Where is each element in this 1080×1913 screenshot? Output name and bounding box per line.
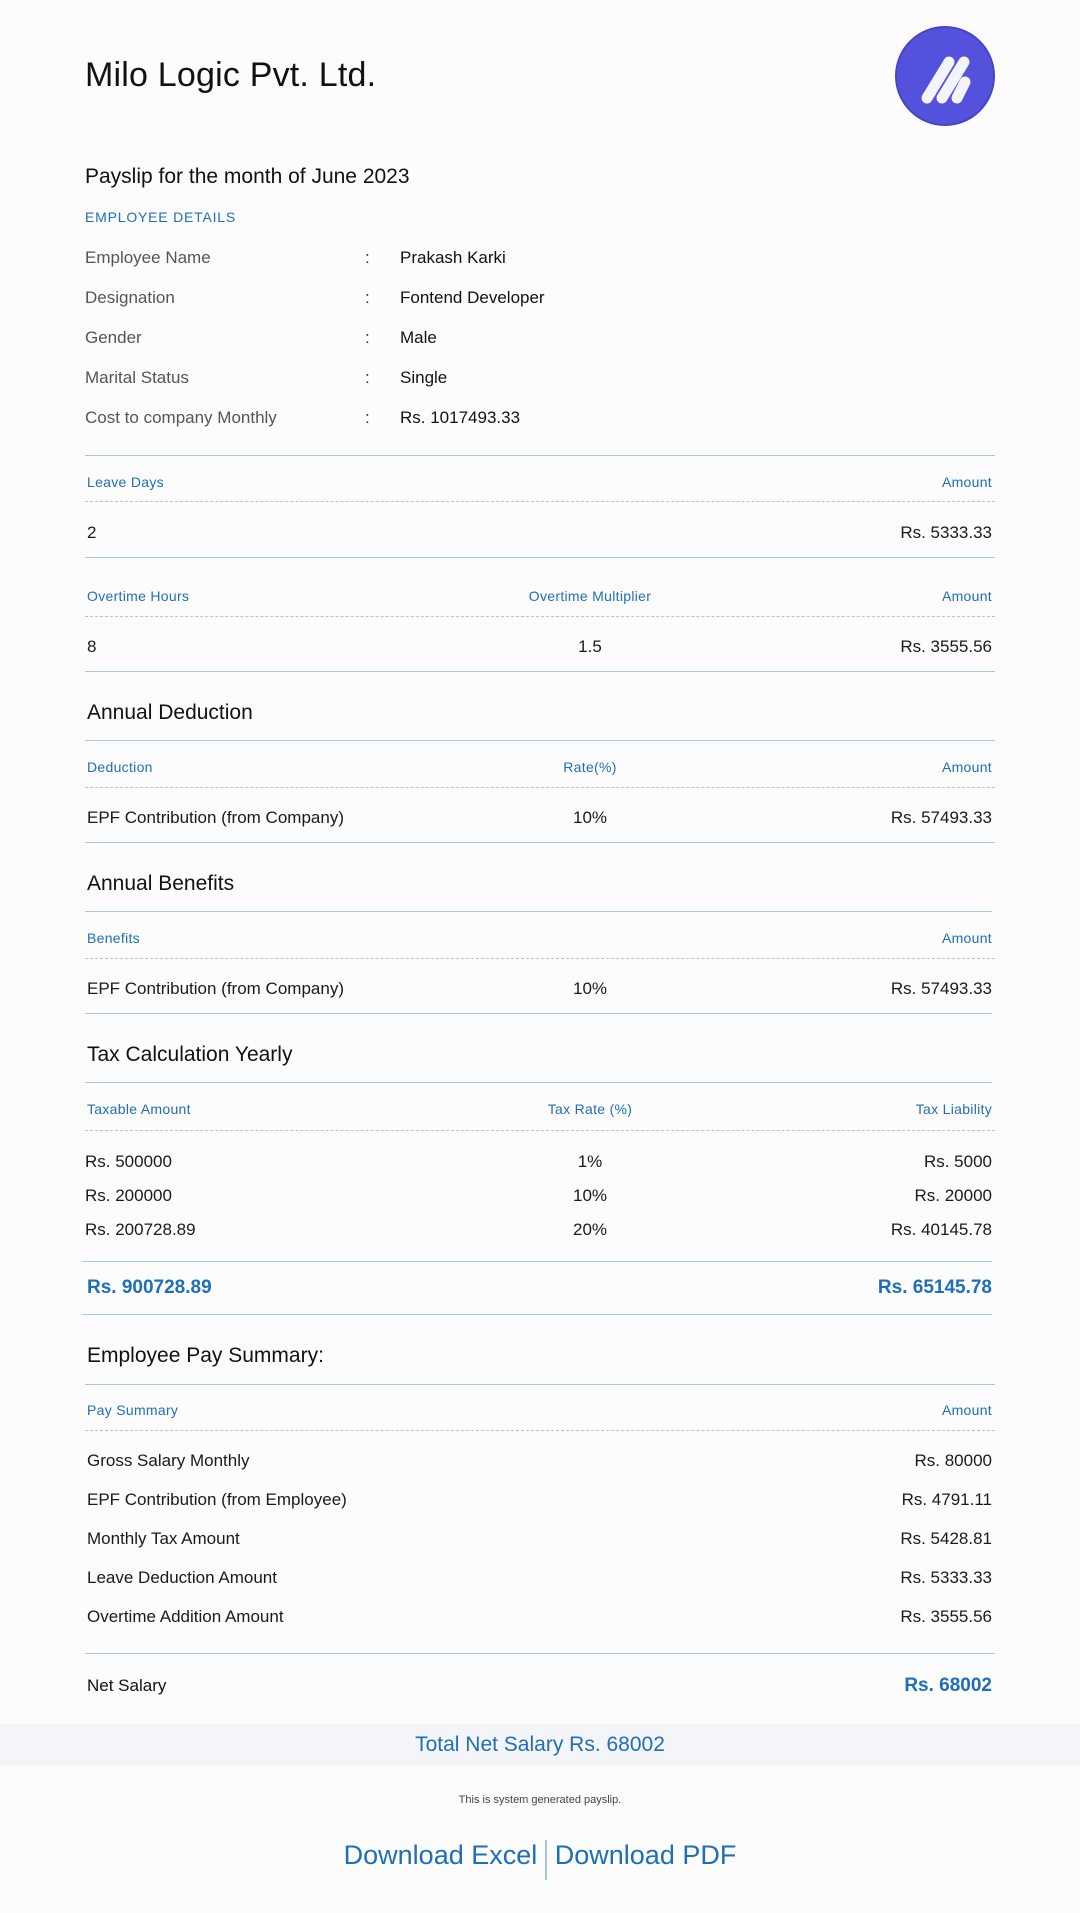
deduction-rate: 10% <box>572 808 608 827</box>
detail-separator: : <box>365 248 370 267</box>
benefit-amount: Rs. 57493.33 <box>890 979 992 998</box>
tax-liability-header: Tax Liability <box>915 1101 992 1117</box>
detail-label: Employee Name <box>85 248 211 267</box>
tax-row-liability: Rs. 20000 <box>914 1186 992 1205</box>
system-generated-note: This is system generated payslip. <box>458 1794 622 1806</box>
detail-separator: : <box>365 288 370 307</box>
payslip-title: Payslip for the month of June 2023 <box>85 165 410 188</box>
download-pdf-link[interactable]: Download PDF <box>554 1840 737 1871</box>
tax-row-liability: Rs. 40145.78 <box>890 1220 992 1239</box>
tax-row-taxable: Rs. 200000 <box>85 1186 172 1205</box>
pay-summary-amount-header: Amount <box>941 1402 992 1418</box>
dashed-divider <box>85 616 995 617</box>
divider <box>82 1261 992 1262</box>
total-net-salary-band <box>0 1724 1080 1766</box>
benefit-rate: 10% <box>572 979 608 998</box>
tax-row-liability: Rs. 5000 <box>923 1152 992 1171</box>
divider <box>85 1384 995 1385</box>
overtime-hours-value: 8 <box>87 637 97 656</box>
detail-value: Rs. 1017493.33 <box>400 408 521 427</box>
deduction-amount: Rs. 57493.33 <box>890 808 992 827</box>
deduction-name: EPF Contribution (from Company) <box>87 808 344 827</box>
employee-detail-row <box>85 368 785 398</box>
divider <box>85 911 992 912</box>
detail-separator: : <box>365 328 370 347</box>
tax-row-rate: 1% <box>577 1152 603 1171</box>
pay-summary-item: Monthly Tax Amount <box>87 1529 240 1548</box>
pay-summary-amount: Rs. 4791.11 <box>901 1490 992 1509</box>
pay-summary-item: Overtime Addition Amount <box>87 1607 284 1626</box>
annual-deduction-title: Annual Deduction <box>87 701 253 724</box>
overtime-hours-header: Overtime Hours <box>87 588 190 604</box>
download-links <box>0 1840 1080 1884</box>
divider <box>85 1013 992 1014</box>
benefits-amount-header: Amount <box>941 930 992 946</box>
divider <box>85 1082 992 1083</box>
divider <box>85 455 995 456</box>
m-logo-icon <box>895 26 995 126</box>
rate-header: Rate(%) <box>563 759 617 775</box>
leave-days-value: 2 <box>87 523 97 542</box>
tax-row-rate: 20% <box>572 1220 608 1239</box>
net-salary-value: Rs. 68002 <box>904 1675 992 1696</box>
taxable-amount-header: Taxable Amount <box>87 1101 191 1117</box>
dashed-divider <box>85 787 995 788</box>
pay-summary-header: Pay Summary <box>87 1402 179 1418</box>
leave-amount-header: Amount <box>941 474 992 490</box>
overtime-multiplier-header: Overtime Multiplier <box>528 588 652 604</box>
pay-summary-item: Gross Salary Monthly <box>87 1451 250 1470</box>
leave-amount-value: Rs. 5333.33 <box>900 523 992 542</box>
payslip-header <box>85 26 995 126</box>
divider <box>85 671 995 672</box>
total-net-salary: Total Net Salary Rs. 68002 <box>415 1733 665 1756</box>
overtime-amount-header: Amount <box>941 588 992 604</box>
total-taxable-amount: Rs. 900728.89 <box>87 1277 212 1298</box>
benefit-name: EPF Contribution (from Company) <box>87 979 344 998</box>
tax-rate-header: Tax Rate (%) <box>547 1101 633 1117</box>
detail-value: Male <box>400 328 437 347</box>
overtime-multiplier-value: 1.5 <box>578 637 602 656</box>
divider <box>85 557 995 558</box>
pay-summary-item: Leave Deduction Amount <box>87 1568 277 1587</box>
detail-label: Designation <box>85 288 175 307</box>
dashed-divider <box>85 501 995 502</box>
pay-summary-amount: Rs. 80000 <box>914 1451 992 1470</box>
deduction-header: Deduction <box>87 759 153 775</box>
download-separator <box>545 1840 547 1880</box>
divider <box>82 1314 992 1315</box>
pay-summary-item: EPF Contribution (from Employee) <box>87 1490 347 1509</box>
detail-separator: : <box>365 408 370 427</box>
employee-detail-row <box>85 328 785 358</box>
dashed-divider <box>85 1430 995 1431</box>
detail-value: Single <box>400 368 448 387</box>
pay-summary-amount: Rs. 5333.33 <box>900 1568 992 1587</box>
pay-summary-amount: Rs. 3555.56 <box>900 1607 992 1626</box>
download-excel-link[interactable]: Download Excel <box>343 1840 538 1871</box>
total-tax-liability: Rs. 65145.78 <box>877 1277 992 1298</box>
net-salary-label: Net Salary <box>87 1676 167 1695</box>
divider <box>85 1653 995 1654</box>
divider <box>85 740 995 741</box>
tax-calculation-title: Tax Calculation Yearly <box>87 1043 293 1066</box>
detail-separator: : <box>365 368 370 387</box>
employee-detail-row <box>85 288 785 318</box>
benefits-header: Benefits <box>87 930 140 946</box>
pay-summary-amount: Rs. 5428.81 <box>900 1529 992 1548</box>
overtime-amount-value: Rs. 3555.56 <box>900 637 992 656</box>
employee-detail-row <box>85 248 785 278</box>
detail-value: Prakash Karki <box>400 248 506 267</box>
dashed-divider <box>85 958 995 959</box>
divider <box>85 842 995 843</box>
detail-label: Marital Status <box>85 368 189 387</box>
pay-summary-title: Employee Pay Summary: <box>87 1344 324 1367</box>
employee-detail-row <box>85 408 785 438</box>
detail-label: Gender <box>85 328 142 347</box>
deduction-amount-header: Amount <box>941 759 992 775</box>
company-name: Milo Logic Pvt. Ltd. <box>85 56 377 94</box>
annual-benefits-title: Annual Benefits <box>87 872 235 895</box>
leave-days-header: Leave Days <box>87 474 164 490</box>
tax-row-rate: 10% <box>572 1186 608 1205</box>
tax-row-taxable: Rs. 500000 <box>85 1152 172 1171</box>
dashed-divider <box>85 1130 995 1131</box>
tax-row-taxable: Rs. 200728.89 <box>85 1220 196 1239</box>
detail-label: Cost to company Monthly <box>85 408 277 427</box>
employee-details-heading: EMPLOYEE DETAILS <box>85 209 237 225</box>
detail-value: Fontend Developer <box>400 288 545 307</box>
